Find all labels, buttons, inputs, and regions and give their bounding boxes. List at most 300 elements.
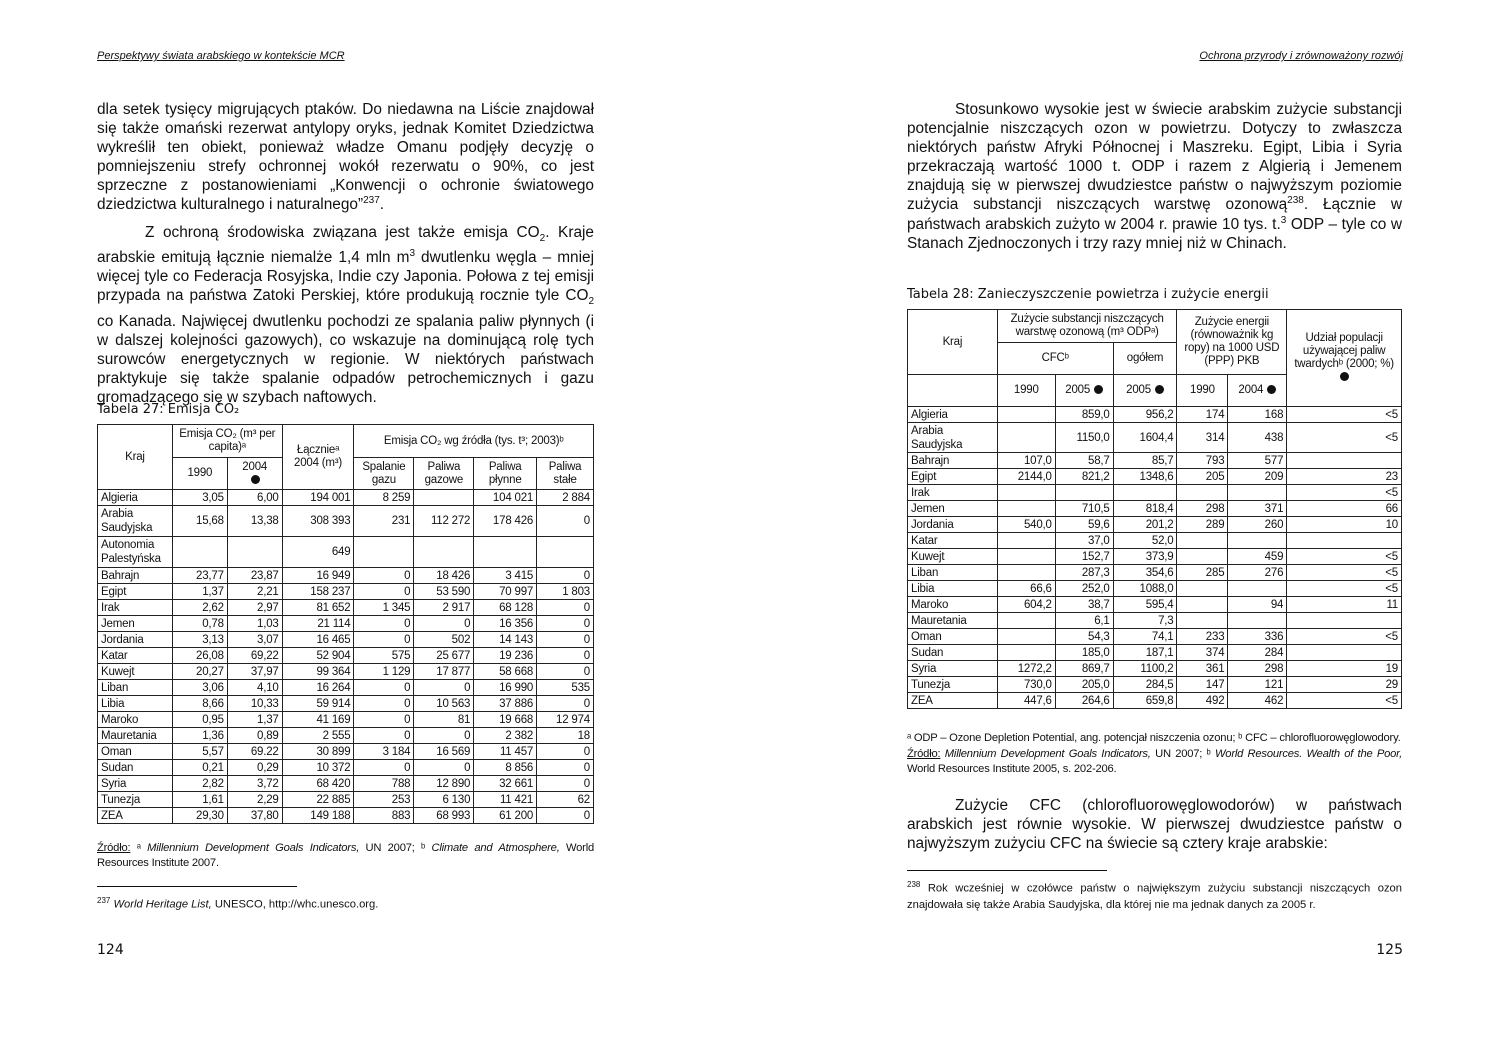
t28-head-cfc: CFCᵇ xyxy=(997,343,1113,375)
table-cell: 371 xyxy=(1228,501,1287,517)
row-country: Egipt xyxy=(98,584,173,600)
table-row xyxy=(908,613,1402,629)
table-row xyxy=(98,712,594,728)
table-cell xyxy=(414,537,474,568)
table-cell: 354,6 xyxy=(1113,565,1177,581)
t27-head-zrodla: Emisja CO₂ wg źródła (tys. t³; 2003)ᵇ xyxy=(354,425,594,458)
row-country: ZEA xyxy=(908,693,998,709)
table-cell: 1604,4 xyxy=(1113,423,1177,453)
table-cell: 308 393 xyxy=(282,506,354,537)
table-cell xyxy=(354,537,414,568)
table-row xyxy=(908,485,1402,501)
table-cell: 0 xyxy=(537,760,594,776)
table-cell xyxy=(1113,485,1177,501)
table-row xyxy=(98,680,594,696)
table-cell: 604,2 xyxy=(997,597,1055,613)
table-cell: 187,1 xyxy=(1113,645,1177,661)
table-28-source: Źródło: Millennium Development Goals Indicators, UN 2007; ᵇ World Resources. Wealth of the Poor, World Resources Institute 2005, s. 202-206. xyxy=(907,748,1402,775)
table-cell: 205 xyxy=(1177,469,1228,485)
table-row xyxy=(908,661,1402,677)
table-cell: 94 xyxy=(1228,597,1287,613)
row-country: Libia xyxy=(908,581,998,597)
table-cell: 174 xyxy=(1177,407,1228,423)
t28-head-udzial: Udział populacji używającej paliw twardychᵇ (2000; %) xyxy=(1287,310,1402,407)
table-cell: 2,21 xyxy=(227,584,282,600)
table-cell: 16 569 xyxy=(414,744,474,760)
table-cell: 68 993 xyxy=(414,808,474,824)
table-cell: 0 xyxy=(537,648,594,664)
table-cell: 298 xyxy=(1228,661,1287,677)
table-cell: 289 xyxy=(1177,517,1228,533)
table-row xyxy=(908,645,1402,661)
table-row xyxy=(908,407,1402,423)
table-cell: 10 372 xyxy=(282,760,354,776)
table-cell: 37 886 xyxy=(474,696,537,712)
table-cell: 883 xyxy=(354,808,414,824)
table-cell: 336 xyxy=(1228,629,1287,645)
footnote-ref-238[interactable]: 238 xyxy=(1287,195,1304,207)
table-cell: 1088,0 xyxy=(1113,581,1177,597)
table-cell: 2,62 xyxy=(172,600,227,616)
row-country: Sudan xyxy=(98,760,173,776)
table-cell: 23 xyxy=(1287,469,1402,485)
table-cell: 6,00 xyxy=(227,490,282,506)
t28-head-2005a: 2005 xyxy=(1055,375,1113,407)
table-row xyxy=(98,632,594,648)
table-cell: 8,66 xyxy=(172,696,227,712)
table-cell: 81 652 xyxy=(282,600,354,616)
table-cell: 61 200 xyxy=(474,808,537,824)
table-28 xyxy=(907,309,1402,709)
row-country: Jemen xyxy=(98,616,173,632)
table-cell: 104 021 xyxy=(474,490,537,506)
table-cell: 2144,0 xyxy=(997,469,1055,485)
table-cell: 19 668 xyxy=(474,712,537,728)
table-cell: 0 xyxy=(414,728,474,744)
table-cell: 2,97 xyxy=(227,600,282,616)
table-row xyxy=(908,677,1402,693)
table-cell: 0 xyxy=(537,632,594,648)
table-cell: 0 xyxy=(537,616,594,632)
table-cell: 1 129 xyxy=(354,664,414,680)
table-cell: 0 xyxy=(354,632,414,648)
table-cell: 107,0 xyxy=(997,453,1055,469)
table-cell: 10,33 xyxy=(227,696,282,712)
table-cell: 205,0 xyxy=(1055,677,1113,693)
table-cell: 69,22 xyxy=(227,648,282,664)
t28-head-kraj: Kraj xyxy=(908,310,998,375)
table-cell: 3,13 xyxy=(172,632,227,648)
table-cell: 373,9 xyxy=(1113,549,1177,565)
t27-head-1990: 1990 xyxy=(172,458,227,490)
row-country: Katar xyxy=(908,533,998,549)
table-cell xyxy=(1287,533,1402,549)
table-cell: 52,0 xyxy=(1113,533,1177,549)
table-cell: 29 xyxy=(1287,677,1402,693)
table-cell xyxy=(997,423,1055,453)
table-cell: 3 184 xyxy=(354,744,414,760)
right-page xyxy=(750,0,1500,1060)
table-cell: 20,27 xyxy=(172,664,227,680)
bullet-icon xyxy=(1340,372,1349,381)
table-cell: 231 xyxy=(354,506,414,537)
table-cell: 52 904 xyxy=(282,648,354,664)
table-28-caption: Tabela 28: Zanieczyszczenie powietrza i zużycie energii xyxy=(907,287,1269,302)
table-cell: 540,0 xyxy=(997,517,1055,533)
table-row xyxy=(98,648,594,664)
table-cell: 53 590 xyxy=(414,584,474,600)
table-cell: 69.22 xyxy=(227,744,282,760)
table-cell: 2,82 xyxy=(172,776,227,792)
row-country: Algieria xyxy=(908,407,998,423)
table-cell: 147 xyxy=(1177,677,1228,693)
table-row xyxy=(908,581,1402,597)
row-country: Liban xyxy=(98,680,173,696)
table-row xyxy=(908,549,1402,565)
table-27 xyxy=(97,424,594,824)
bullet-icon xyxy=(1094,385,1103,394)
row-country: Arabia Saudyjska xyxy=(98,506,173,537)
table-cell: 1,03 xyxy=(227,616,282,632)
table-cell xyxy=(537,537,594,568)
t27-head-plynne: Paliwa płynne xyxy=(474,458,537,490)
table-cell: 37,97 xyxy=(227,664,282,680)
table-cell: 41 169 xyxy=(282,712,354,728)
table-cell: 438 xyxy=(1228,423,1287,453)
table-cell xyxy=(1177,549,1228,565)
table-cell: 18 xyxy=(537,728,594,744)
row-country: Syria xyxy=(908,661,998,677)
table-cell: 3 415 xyxy=(474,568,537,584)
table-28-note: ᵃ ODP – Ozone Depletion Potential, ang. potencjał niszczenia ozonu; ᵇ CFC – chlorofluorowęglowodory. xyxy=(907,732,1401,744)
table-row xyxy=(98,760,594,776)
table-row xyxy=(908,629,1402,645)
row-country: Maroko xyxy=(908,597,998,613)
table-row xyxy=(98,537,594,568)
paragraph-2-left: Z ochroną środowiska związana jest także emisja $CO_2$. Kraje arabskie emitują łącznie niemalże 1,4 mln $m^3$ dwutlenku węgla – mniej więcej tyle co Federacja Rosyjska, Indie czy Japonia. Połowa z tej emisji przypada na państwa Zatoki Perskiej, które produkują rocznie tyle $CO_2$ co Kanada. Najwięcej dwutlenku pochodzi ze spalania paliw płynnych (i w dalszej kolejności gazowych), co wskazuje na dominującą rolę tych surowców energetycznych w regionie. W niektórych państwach praktykuje się także spalanie odpadów petrochemicznych i gazu gromadzącego się w szybach naftowych. xyxy=(97,224,594,406)
table-row xyxy=(98,792,594,808)
table-cell: 11 xyxy=(1287,597,1402,613)
table-cell: 185,0 xyxy=(1055,645,1113,661)
table-cell xyxy=(997,613,1055,629)
table-cell: 37,0 xyxy=(1055,533,1113,549)
bullet-icon xyxy=(251,475,260,484)
row-country: Bahrajn xyxy=(908,453,998,469)
table-row xyxy=(908,597,1402,613)
table-cell: 17 877 xyxy=(414,664,474,680)
row-country: Mauretania xyxy=(908,613,998,629)
table-cell: 12 890 xyxy=(414,776,474,792)
table-cell: 85,7 xyxy=(1113,453,1177,469)
table-cell xyxy=(997,645,1055,661)
table-cell: 2 382 xyxy=(474,728,537,744)
table-cell: 818,4 xyxy=(1113,501,1177,517)
row-country: Jordania xyxy=(908,517,998,533)
table-cell: 194 001 xyxy=(282,490,354,506)
table-cell: 298 xyxy=(1177,501,1228,517)
table-cell: 13,38 xyxy=(227,506,282,537)
table-cell: 459 xyxy=(1228,549,1287,565)
table-cell: 62 xyxy=(537,792,594,808)
t27-head-lacznie: Łącznieᵃ 2004 (m³) xyxy=(282,425,354,490)
table-row xyxy=(98,664,594,680)
table-cell xyxy=(1228,533,1287,549)
table-row xyxy=(98,728,594,744)
table-cell: 0 xyxy=(354,568,414,584)
table-cell: 66,6 xyxy=(997,581,1055,597)
row-country: Tunezja xyxy=(908,677,998,693)
table-cell: 16 949 xyxy=(282,568,354,584)
table-cell: 0 xyxy=(354,696,414,712)
table-cell: 285 xyxy=(1177,565,1228,581)
table-cell xyxy=(227,537,282,568)
row-country: Irak xyxy=(908,485,998,501)
table-cell: 26,08 xyxy=(172,648,227,664)
table-cell: 447,6 xyxy=(997,693,1055,709)
row-country: Oman xyxy=(908,629,998,645)
table-cell: 1 803 xyxy=(537,584,594,600)
table-cell: 0 xyxy=(537,506,594,537)
table-cell xyxy=(1287,645,1402,661)
row-country: Irak xyxy=(98,600,173,616)
t27-head-2004: 2004 xyxy=(227,458,282,490)
table-row xyxy=(908,693,1402,709)
table-cell: 535 xyxy=(537,680,594,696)
table-cell: 0,21 xyxy=(172,760,227,776)
table-cell: 59,6 xyxy=(1055,517,1113,533)
table-27-source: Źródło: ᵃ Millennium Development Goals Indicators, UN 2007; ᵇ Climate and Atmosphere, World Resources Institute 2007. xyxy=(97,842,595,869)
table-cell: 575 xyxy=(354,648,414,664)
table-cell: 58,7 xyxy=(1055,453,1113,469)
table-cell: 0 xyxy=(537,600,594,616)
footnote-rule-left xyxy=(97,886,297,887)
table-cell xyxy=(1177,581,1228,597)
table-cell: 54,3 xyxy=(1055,629,1113,645)
table-cell: 6,1 xyxy=(1055,613,1113,629)
table-cell: 1,61 xyxy=(172,792,227,808)
table-row xyxy=(98,808,594,824)
table-cell: 0,89 xyxy=(227,728,282,744)
table-cell: 8 259 xyxy=(354,490,414,506)
table-cell: 18 426 xyxy=(414,568,474,584)
table-cell: 1,37 xyxy=(227,712,282,728)
table-cell: 2 917 xyxy=(414,600,474,616)
table-row xyxy=(98,490,594,506)
table-cell: 12 974 xyxy=(537,712,594,728)
footnote-rule-right xyxy=(907,870,1107,871)
page-number-left: 124 xyxy=(97,942,124,958)
table-cell xyxy=(1228,485,1287,501)
table-row xyxy=(98,776,594,792)
table-cell: <5 xyxy=(1287,565,1402,581)
bullet-icon xyxy=(1267,385,1276,394)
t28-head-ozon: Zużycie substancji niszczących warstwę ozonową (m³ ODPᵃ) xyxy=(997,310,1177,343)
table-cell: 23,77 xyxy=(172,568,227,584)
table-cell: 2 884 xyxy=(537,490,594,506)
table-row xyxy=(98,696,594,712)
bullet-icon xyxy=(1155,385,1164,394)
t27-head-stale: Paliwa stałe xyxy=(537,458,594,490)
table-cell xyxy=(1177,613,1228,629)
t27-body xyxy=(98,490,594,824)
table-cell: 374 xyxy=(1177,645,1228,661)
table-cell: 3,07 xyxy=(227,632,282,648)
footnote-238: $^{238}$ Rok wcześniej w czołówce państw o największym zużyciu substancji niszczących ozon znajdowała się także Arabia Saudyjska, dla której nie ma jednak danych za 2005 r. xyxy=(907,880,1402,911)
table-cell: 68 420 xyxy=(282,776,354,792)
table-cell: 0 xyxy=(537,776,594,792)
table-cell: 284 xyxy=(1228,645,1287,661)
page-number-right: 125 xyxy=(1376,942,1403,958)
table-cell: 0 xyxy=(414,680,474,696)
row-country: Libia xyxy=(98,696,173,712)
table-cell: 793 xyxy=(1177,453,1228,469)
table-cell: 4,10 xyxy=(227,680,282,696)
table-cell xyxy=(1177,485,1228,501)
table-cell: 68 128 xyxy=(474,600,537,616)
table-cell: 0 xyxy=(354,760,414,776)
table-cell: 956,2 xyxy=(1113,407,1177,423)
table-row xyxy=(908,517,1402,533)
footnote-ref-237[interactable]: 237 xyxy=(363,195,380,207)
paragraph-1-left: dla setek tysięcy migrujących ptaków. Do niedawna na Liście znajdował się także omański rezerwat antylopy oryks, jednak Komitet Dziedzictwa wykreślił ten obiekt, ponieważ władze Omanu podjęły decyzję o pomniejszeniu strefy ochronnej wokół rezerwatu o 90%, co jest sprzeczne z postanowieniami „Konwencji o ochronie światowego dziedzictwa kulturalnego i naturalnego”$^{237}$. xyxy=(97,101,594,214)
table-cell xyxy=(997,501,1055,517)
table-cell xyxy=(1287,453,1402,469)
table-cell xyxy=(997,407,1055,423)
table-cell: 462 xyxy=(1228,693,1287,709)
row-country: Tunezja xyxy=(98,792,173,808)
table-row xyxy=(98,744,594,760)
table-cell: <5 xyxy=(1287,693,1402,709)
table-cell: 158 237 xyxy=(282,584,354,600)
table-cell: 253 xyxy=(354,792,414,808)
table-cell: 260 xyxy=(1228,517,1287,533)
row-country: Mauretania xyxy=(98,728,173,744)
table-cell: 730,0 xyxy=(997,677,1055,693)
table-cell: 284,5 xyxy=(1113,677,1177,693)
table-cell xyxy=(1287,613,1402,629)
table-cell xyxy=(1228,581,1287,597)
row-country: Arabia Saudyjska xyxy=(908,423,998,453)
table-cell: 0 xyxy=(354,712,414,728)
table-cell: 0 xyxy=(537,664,594,680)
row-country: ZEA xyxy=(98,808,173,824)
table-cell: 595,4 xyxy=(1113,597,1177,613)
table-cell: 788 xyxy=(354,776,414,792)
table-cell: 22 885 xyxy=(282,792,354,808)
table-cell: 14 143 xyxy=(474,632,537,648)
table-row xyxy=(908,565,1402,581)
table-cell xyxy=(997,549,1055,565)
table-cell: 58 668 xyxy=(474,664,537,680)
table-cell: 0 xyxy=(537,808,594,824)
table-cell: 29,30 xyxy=(172,808,227,824)
table-cell: 1,36 xyxy=(172,728,227,744)
table-cell xyxy=(1055,485,1113,501)
table-cell: 0 xyxy=(537,568,594,584)
row-country: Algieria xyxy=(98,490,173,506)
paragraph-2-right: Zużycie CFC (chlorofluorowęglowodorów) w państwach arabskich jest równie wysokie. W pierwszej dwudziestce państw o najwyższym zużyciu CFC na świecie są cztery kraje arabskie: xyxy=(907,797,1402,853)
row-country: Kuwejt xyxy=(908,549,998,565)
row-country: Kuwejt xyxy=(98,664,173,680)
row-country: Syria xyxy=(98,776,173,792)
table-cell: 0,29 xyxy=(227,760,282,776)
table-cell xyxy=(474,537,537,568)
table-cell: 1100,2 xyxy=(1113,661,1177,677)
footnote-237: $^{237}$ World Heritage List, UNESCO, http://whc.unesco.org. xyxy=(97,896,379,911)
table-cell: 16 356 xyxy=(474,616,537,632)
table-27-caption: Tabela 27: Emisja CO₂ xyxy=(97,402,240,417)
table-cell: 99 364 xyxy=(282,664,354,680)
table-cell: 152,7 xyxy=(1055,549,1113,565)
table-cell xyxy=(997,485,1055,501)
table-cell: 0 xyxy=(414,616,474,632)
t28-head-1990: 1990 xyxy=(997,375,1055,407)
t28-head-2004: 2004 xyxy=(1228,375,1287,407)
table-cell: 314 xyxy=(1177,423,1228,453)
table-cell: 81 xyxy=(414,712,474,728)
table-cell: 492 xyxy=(1177,693,1228,709)
t28-head-2005b: 2005 xyxy=(1113,375,1177,407)
table-cell: 8 856 xyxy=(474,760,537,776)
table-cell: 121 xyxy=(1228,677,1287,693)
table-cell: 19 xyxy=(1287,661,1402,677)
table-cell: 3,72 xyxy=(227,776,282,792)
table-cell: 21 114 xyxy=(282,616,354,632)
table-cell: 25 677 xyxy=(414,648,474,664)
table-cell: 59 914 xyxy=(282,696,354,712)
table-cell: 659,8 xyxy=(1113,693,1177,709)
table-cell: 276 xyxy=(1228,565,1287,581)
table-cell: 0 xyxy=(537,696,594,712)
table-row xyxy=(908,469,1402,485)
row-country: Bahrajn xyxy=(98,568,173,584)
table-cell: 74,1 xyxy=(1113,629,1177,645)
row-country: Jemen xyxy=(908,501,998,517)
table-cell: 0 xyxy=(414,760,474,776)
table-row xyxy=(98,600,594,616)
table-cell: 264,6 xyxy=(1055,693,1113,709)
table-cell: 821,2 xyxy=(1055,469,1113,485)
table-cell: 70 997 xyxy=(474,584,537,600)
running-header-right: Ochrona przyrody i zrównoważony rozwój xyxy=(1199,50,1403,62)
table-row xyxy=(98,584,594,600)
table-cell: 19 236 xyxy=(474,648,537,664)
table-cell: 1348,6 xyxy=(1113,469,1177,485)
table-cell: 0 xyxy=(354,616,414,632)
t28-head-empty xyxy=(908,375,998,407)
table-row xyxy=(908,501,1402,517)
table-cell xyxy=(414,490,474,506)
table-cell: 6 130 xyxy=(414,792,474,808)
table-cell xyxy=(1177,597,1228,613)
t27-head-spalanie: Spalanie gazu xyxy=(354,458,414,490)
table-cell: 37,80 xyxy=(227,808,282,824)
table-cell: 10 563 xyxy=(414,696,474,712)
table-cell: 7,3 xyxy=(1113,613,1177,629)
table-cell: 3,06 xyxy=(172,680,227,696)
table-cell xyxy=(1228,613,1287,629)
table-cell: 11 421 xyxy=(474,792,537,808)
table-cell: 252,0 xyxy=(1055,581,1113,597)
table-cell: 15,68 xyxy=(172,506,227,537)
table-cell: 869,7 xyxy=(1055,661,1113,677)
table-cell: 287,3 xyxy=(1055,565,1113,581)
t27-head-emisja: Emisja CO₂ (m³ per capita)ᵃ xyxy=(172,425,282,458)
table-cell: 201,2 xyxy=(1113,517,1177,533)
t28-head-energia: Zużycie energii (równoważnik kg ropy) na 1000 USD (PPP) PKB xyxy=(1177,310,1287,375)
t28-body xyxy=(908,407,1402,709)
row-country: Katar xyxy=(98,648,173,664)
